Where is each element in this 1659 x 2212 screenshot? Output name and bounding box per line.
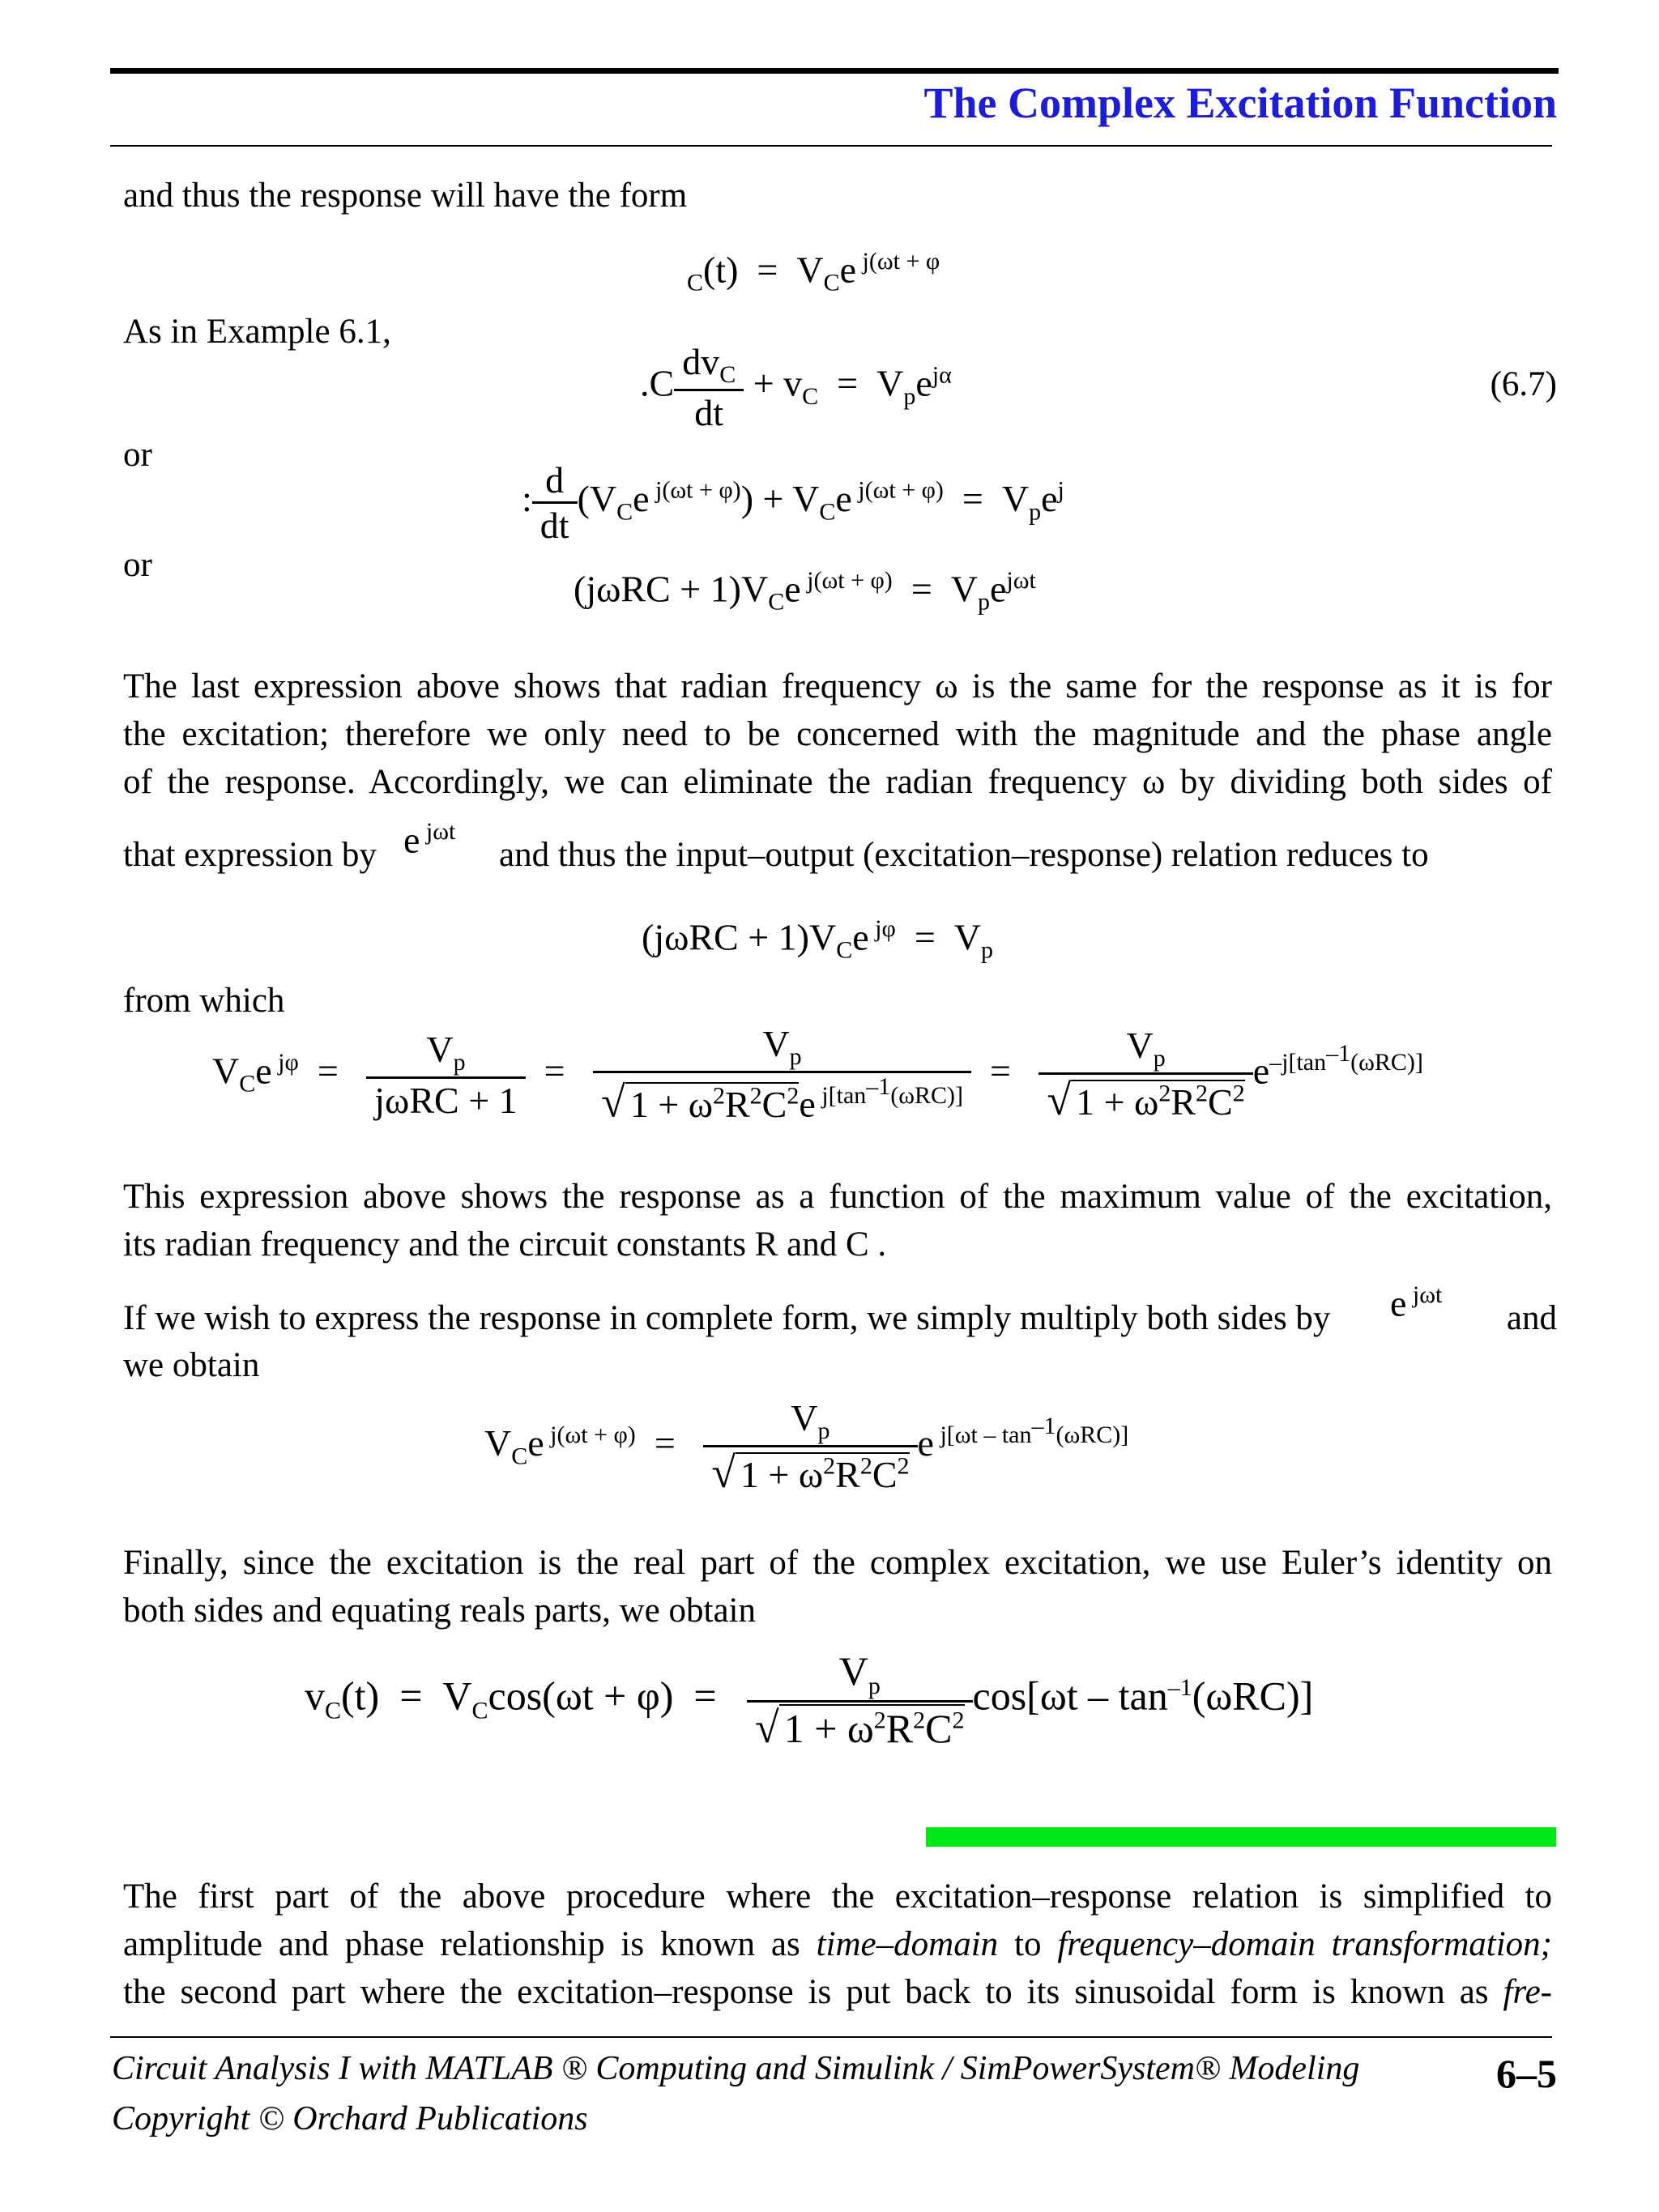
footer-book-title: Circuit Analysis I with MATLAB ® Computing and Simulink / SimPowerSystem® Modeling bbox=[112, 2050, 1360, 2087]
paragraph-line-reduces: and thus the input–output (excitation–response) relation reduces to bbox=[499, 836, 1429, 874]
intro-text: and thus the response will have the form bbox=[123, 177, 688, 215]
footer-rule bbox=[110, 2036, 1552, 2038]
running-header-title: The Complex Excitation Function bbox=[923, 79, 1557, 127]
equation-response-form: $_C(t) = V_Ce$ $^{j(\omega t + \varphi}$ bbox=[687, 248, 940, 296]
text-run: to bbox=[998, 1925, 1058, 1963]
we-obtain-text: we obtain bbox=[123, 1346, 260, 1384]
equation-number: (6.7) bbox=[1490, 365, 1557, 403]
text-run: the second part where the excitation–response is put back to its sinusoidal form is known as bbox=[123, 1973, 1503, 2011]
italic-term: time–domain bbox=[816, 1925, 999, 1963]
page-number: 6–5 bbox=[1496, 2051, 1557, 2096]
paragraph-line: The last expression above shows that radian frequency ω is the same for the response as it is for bbox=[123, 667, 1552, 705]
equation-substitution: : $\frac{d}{dt}$ ($V_Ce$ $^{j(\omega t + \varphi)}) + V_Ce$ $^{j(\omega t + \varphi)} = V_pe^j$ bbox=[522, 459, 1064, 546]
footer-copyright: Copyright © Orchard Publications bbox=[112, 2100, 588, 2137]
or-text-1: or bbox=[123, 436, 152, 474]
equation-collected: $(j\omega RC + 1)V_Ce$ $^{j(\omega t + \varphi)} = V_pe^{j\omega t}$ bbox=[574, 567, 1036, 616]
top-rule bbox=[110, 68, 1559, 74]
paragraph-line: Finally, since the excitation is the real part of the complex excitation, we use Euler’s identity on bbox=[123, 1544, 1552, 1582]
equation-solution: $V_Ce$ $^{j\varphi}$ = $\frac{V_p}{\text{jωRC + 1}}$ = $\frac{V_p}{√ 1 + \omega^2R^2C^2e ^{j[tan^{-1}(\omega RC)]}}$ = $\frac{V_p}{√ 1 + \omega^2R^2C^2}$ $e^{-j[tan^{-1}(\omega RC)]}$ bbox=[212, 1023, 1423, 1127]
italic-term: fre- bbox=[1503, 1973, 1552, 2011]
or-text-2: or bbox=[123, 546, 152, 584]
italic-term: frequency–domain transformation; bbox=[1057, 1925, 1553, 1963]
header-rule bbox=[110, 145, 1552, 147]
inline-math-ejwt: e $^{j\omega t}$ bbox=[403, 818, 456, 861]
paragraph-frequency bbox=[123, 663, 1552, 806]
paragraph-transformation bbox=[123, 1873, 1552, 2016]
paragraph-line-by: that expression by bbox=[123, 836, 377, 874]
equation-reduced: $(j\omega RC + 1)V_Ce$ $^{j\varphi} = V_p$ bbox=[642, 915, 993, 964]
paragraph-line: of the response. Accordingly, we can eliminate the radian frequency ω by dividing both sides of bbox=[123, 763, 1552, 801]
paragraph-euler bbox=[123, 1539, 1552, 1634]
paragraph-line: the excitation; therefore we only need to be concerned with the magnitude and the phase angle bbox=[123, 715, 1552, 753]
equation-final: $v_C(t) = V_C\cos(\omega t + \varphi)$ = $\frac{V_p}{√ 1 + \omega^2R^2C^2}$ $\cos[\omega t - \tan^{-1}(\omega RC)]$ bbox=[305, 1648, 1314, 1752]
paragraph-expression bbox=[123, 1173, 1552, 1268]
paragraph-line bbox=[123, 1920, 1552, 1968]
paragraph-line: its radian frequency and the circuit constants R and C . bbox=[123, 1225, 887, 1264]
paragraph-line: The first part of the above procedure where the excitation–response relation is simplified to bbox=[123, 1877, 1552, 1916]
as-in-example-text: As in Example 6.1, bbox=[123, 313, 391, 351]
text-run: amplitude and phase relationship is known as bbox=[123, 1925, 817, 1963]
paragraph-and: and bbox=[1506, 1299, 1557, 1337]
inline-math-ejwt-2: e $^{j\omega t}$ bbox=[1390, 1281, 1443, 1324]
highlight-bar bbox=[926, 1827, 1556, 1847]
paragraph-line bbox=[123, 1968, 1552, 2016]
from-which-text: from which bbox=[123, 982, 285, 1020]
paragraph-line: both sides and equating reals parts, we obtain bbox=[123, 1592, 756, 1630]
paragraph-line: This expression above shows the response as a function of the maximum value of the excitation, bbox=[123, 1178, 1552, 1216]
paragraph-complete-form: If we wish to express the response in complete form, we simply multiply both sides by bbox=[123, 1299, 1331, 1337]
equation-complete-form: $V_Ce$ $^{j(\omega t + \varphi)}$ = $\frac{V_p}{√ 1 + \omega^2R^2C^2}$ e $^{j[\omega t - tan^{-1}(\omega RC)]}$ bbox=[484, 1397, 1129, 1498]
equation-6-7: .C $\frac{dv_C}{dt}$ + $v_C = V_pe^{j\alpha}$ bbox=[640, 341, 952, 434]
